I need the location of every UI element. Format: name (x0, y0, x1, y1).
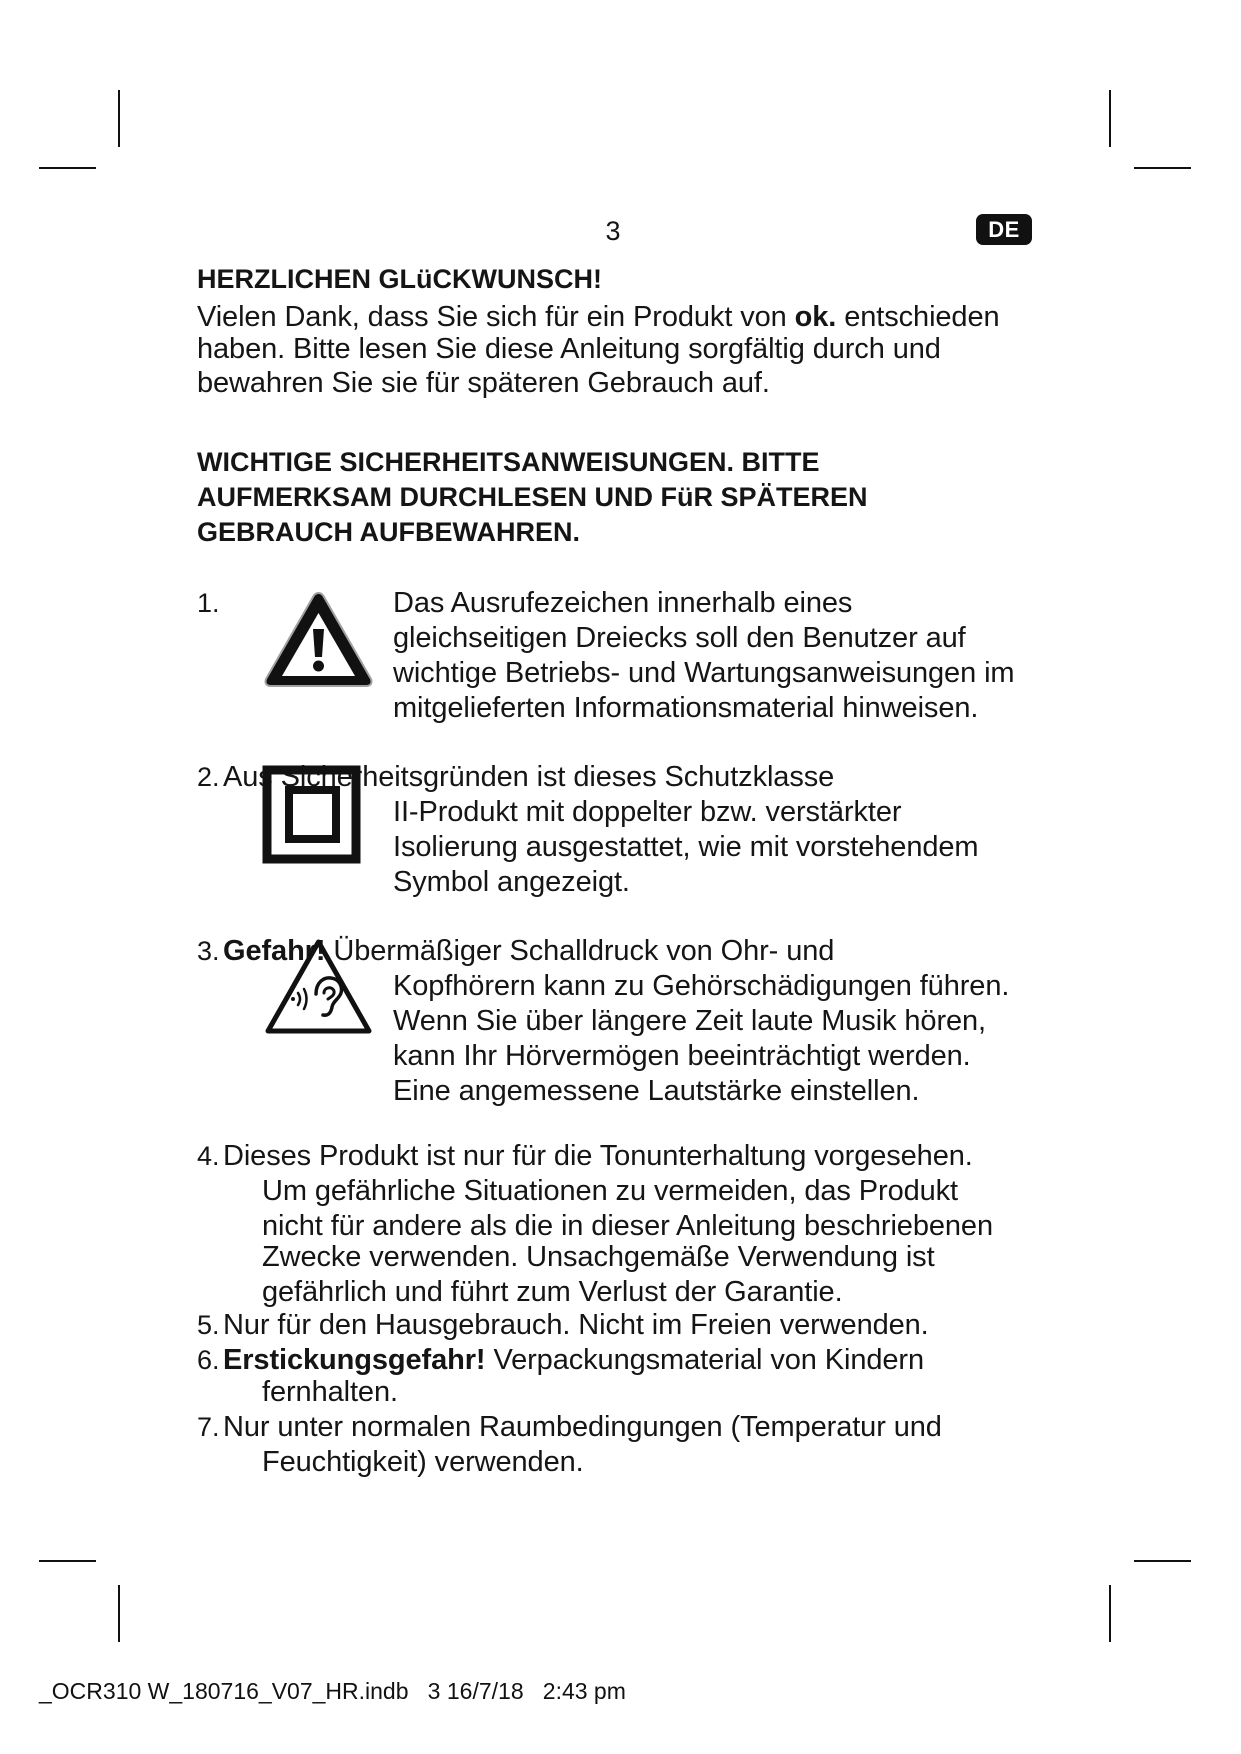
item-3-number: 3. (197, 936, 220, 966)
item-6-line-2: fernhalten. (262, 1376, 398, 1408)
item-4-line-2: Um gefährliche Situationen zu vermeiden, das Produkt (262, 1175, 959, 1207)
item-4-line-3: nicht für andere als die in dieser Anleitung beschriebenen (262, 1210, 993, 1242)
item-6-first-line-text: Verpackungsmaterial von Kindern (485, 1344, 924, 1376)
double-insulation-outer-square (267, 770, 356, 859)
intro-line-1-text: Vielen Dank, dass Sie sich für ein Produkt von (197, 301, 795, 333)
sound-wave-large (304, 989, 307, 1009)
suffocation-warning-label: Erstickungsgefahr! (223, 1344, 486, 1376)
crop-mark-bottom-left-vertical (118, 1585, 120, 1642)
crop-mark-bottom-right-vertical (1109, 1585, 1111, 1642)
item-7-line-2: Feuchtigkeit) verwenden. (262, 1446, 584, 1478)
hearing-damage-icon (262, 936, 375, 1037)
sound-dot (291, 997, 295, 1001)
item-4-number: 4. (197, 1141, 220, 1171)
item-4-line-4: Zwecke verwenden. Unsachgemäße Verwendung ist (262, 1241, 935, 1273)
sound-wave-small (298, 993, 300, 1005)
item-2-line-2: II-Produkt mit doppelter bzw. verstärkter (393, 796, 902, 828)
intro-line-3: bewahren Sie sie für späteren Gebrauch auf. (197, 367, 770, 399)
intro-line-2: haben. Bitte lesen Sie diese Anleitung sorgfältig durch und (197, 333, 941, 365)
item-6-first-line (223, 1343, 924, 1378)
safety-heading-line-1: WICHTIGE SICHERHEITSANWEISUNGEN. BITTE (197, 447, 820, 477)
crop-mark-bottom-right-horizontal (1134, 1560, 1191, 1562)
item-3-line-5: Eine angemessene Lautstärke einstellen. (393, 1075, 920, 1107)
double-insulation-inner-square (289, 790, 336, 839)
crop-mark-top-left-vertical (118, 90, 120, 147)
item-4-line-5: gefährlich und führt zum Verlust der Garantie. (262, 1276, 843, 1308)
double-insulation-icon (262, 765, 361, 864)
item-1-line-2: gleichseitigen Dreiecks soll den Benutzer auf (393, 622, 966, 654)
safety-heading-line-2: AUFMERKSAM DURCHLESEN UND FüR SPÄTEREN (197, 482, 868, 512)
item-2-line-4: Symbol angezeigt. (393, 866, 630, 898)
item-1-number: 1. (197, 588, 220, 618)
danger-label: Gefahr! (223, 935, 326, 967)
item-3-line-4: kann Ihr Hörvermögen beeinträchtigt werden. (393, 1040, 971, 1072)
item-1-line-1: Das Ausrufezeichen innerhalb eines (393, 587, 853, 619)
item-2-line-3: Isolierung ausgestattet, wie mit vorstehendem (393, 831, 979, 863)
item-1-line-3: wichtige Betriebs- und Wartungsanweisungen im (393, 657, 1015, 689)
item-5-number: 5. (197, 1310, 220, 1340)
item-2-first-line: Aus Sicherheitsgründen ist dieses Schutzklasse (223, 761, 835, 793)
language-badge: DE (976, 214, 1032, 245)
crop-mark-top-left-horizontal (39, 167, 96, 169)
item-7-first-line: Nur unter normalen Raumbedingungen (Temperatur und (223, 1411, 942, 1443)
safety-heading-line-3: GEBRAUCH AUFBEWAHREN. (197, 517, 580, 547)
intro-line-1-end: entschieden (836, 301, 1000, 333)
crop-mark-bottom-left-horizontal (39, 1560, 96, 1562)
exclamation-dot (313, 661, 324, 672)
warning-triangle-icon (262, 589, 375, 690)
page-number: 3 (605, 216, 621, 246)
item-3-line-2: Kopfhörern kann zu Gehörschädigungen führen. (393, 970, 1010, 1002)
item-6-number: 6. (197, 1345, 220, 1375)
crop-mark-top-right-vertical (1109, 90, 1111, 147)
item-3-first-line-text: Übermäßiger Schalldruck von Ohr- und (325, 935, 835, 967)
item-5-first-line: Nur für den Hausgebrauch. Nicht im Freien verwenden. (223, 1309, 929, 1341)
crop-mark-top-right-horizontal (1134, 167, 1191, 169)
brand-name: ok. (794, 301, 837, 333)
item-3-line-3: Wenn Sie über längere Zeit laute Musik hören, (393, 1005, 987, 1037)
print-slug: _OCR310 W_180716_V07_HR.indb 3 16/7/18 2:43 pm (39, 1678, 626, 1704)
item-1-line-4: mitgelieferten Informationsmaterial hinweisen. (393, 692, 979, 724)
item-4-first-line: Dieses Produkt ist nur für die Tonunterhaltung vorgesehen. (223, 1140, 973, 1172)
item-7-number: 7. (197, 1412, 220, 1442)
ear-inner (324, 988, 334, 999)
intro-line-1 (197, 300, 1000, 335)
item-2-number: 2. (197, 762, 220, 792)
intro-heading: HERZLICHEN GLüCKWUNSCH! (197, 264, 602, 294)
ear-outline (316, 978, 342, 1015)
